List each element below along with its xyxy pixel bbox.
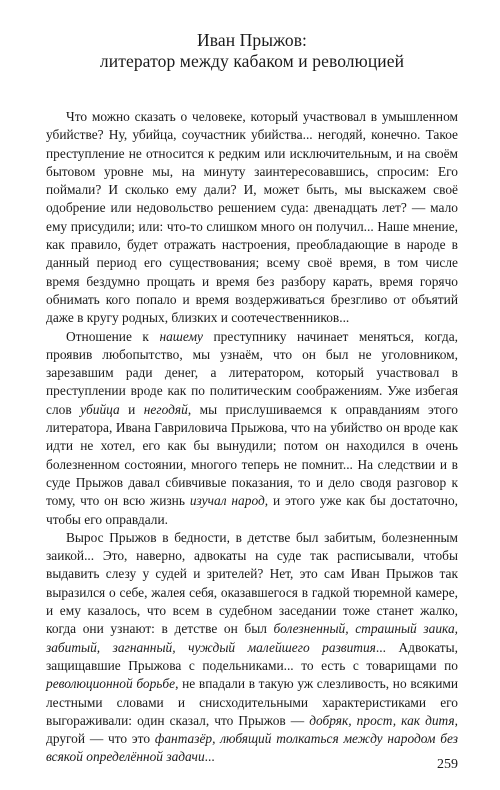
paragraph bbox=[46, 529, 458, 767]
text-run: , и этого уже как бы достаточно, чтобы его оправдали. bbox=[46, 493, 458, 527]
text-run: ... Адвокаты, защищавшие Прыжова с подельниками... то есть с товарищами по bbox=[46, 639, 458, 673]
text-run: преступнику начинает меняться, когда, проявив любопытство, мы узнаём, что он был не уголовником, зарезавшим ради денег, а литератором, который участвовал в преступлении вроде как по политическим соображениям. Уже избегая слов bbox=[46, 328, 458, 417]
italic-run: изучал народ bbox=[189, 493, 265, 509]
text-run: Вырос Прыжов в бедности, в детстве был забитым, болезненным заикой... Это, наверно, адвокаты на суде так расписывали, чтобы выдавить слезу у судей и зрителей? Нет, это сам Иван Прыжов так выразился о себе, жалея себя, оказавшегося в гадкой тюремной камере, и ему казалось, что всем в судебном заседании тоже станет жалко, когда они узнают: в детстве он был bbox=[46, 529, 458, 637]
text-run: Что можно сказать о человеке, который участвовал в умышленном убийстве? Ну, убийца, соучастник убийства... негодяй, конечно. Такое преступление не относится к редким или исключительным, и на своём бытовом уровне мы, на минуту заинтересовавшись, спросим: Его поймали? И сколько ему дали? И, может быть, мы выскажем своё одобрение или недовольство решением суда: двенадцать лет? — мало ему присудили; или: что-то слишком много он получил... Наше мнение, как правило, будет отражать настроения, преобладающие в народе в данный период его существования; всему своё время, в том числе время бездумно прощать и время без разбору карать, время горячо обнимать кого попало и время воздерживаться брезгливо от объятий даже в кругу родных, близких и соотечественников... bbox=[46, 109, 458, 326]
italic-run: болезненный, страшный заика, забитый, загнанный, чуждый малейшего развития bbox=[46, 621, 458, 655]
text-run: ... bbox=[204, 749, 215, 765]
text-run: , другой — что это bbox=[46, 712, 458, 747]
italic-run: убийца bbox=[80, 401, 120, 417]
text-run: , мы прислушиваемся к оправданиям этого литератора, Ивана Гавриловича Прыжова, что на убийство он вроде как идти не хотел, его как бы вынудили; потом он находился в очень болезненном состоянии, многого теперь не помнит... На следствии и в суде Прыжов давал сбивчивые показания, то и дело сводя разговор к тому, что он всю жизнь bbox=[46, 401, 458, 509]
text-run: Отношение к bbox=[66, 328, 160, 344]
body-text bbox=[46, 108, 458, 767]
page-number: 259 bbox=[437, 757, 458, 772]
text-run: и bbox=[119, 401, 144, 417]
italic-run: нашему bbox=[159, 328, 203, 344]
text-run: , не впадали в такую уж слезливость, но всякими лестными словами и снисходительными характеристиками его выгораживали: один сказал, что Прыжов — bbox=[46, 676, 458, 728]
italic-run: фантазёр, любящий толкаться между народом без всякой определённой задачи bbox=[46, 731, 458, 765]
paragraph bbox=[46, 328, 458, 529]
paragraph bbox=[46, 108, 458, 328]
chapter-title-line-2: литератор между кабаком и революцией bbox=[99, 51, 405, 71]
chapter-title-line-1: Иван Прыжов: bbox=[196, 30, 308, 50]
italic-run: революционной борьбе bbox=[46, 676, 176, 692]
italic-run: негодяй bbox=[143, 401, 188, 417]
chapter-title bbox=[46, 30, 458, 72]
italic-run: добряк, прост, как дитя bbox=[309, 712, 455, 728]
